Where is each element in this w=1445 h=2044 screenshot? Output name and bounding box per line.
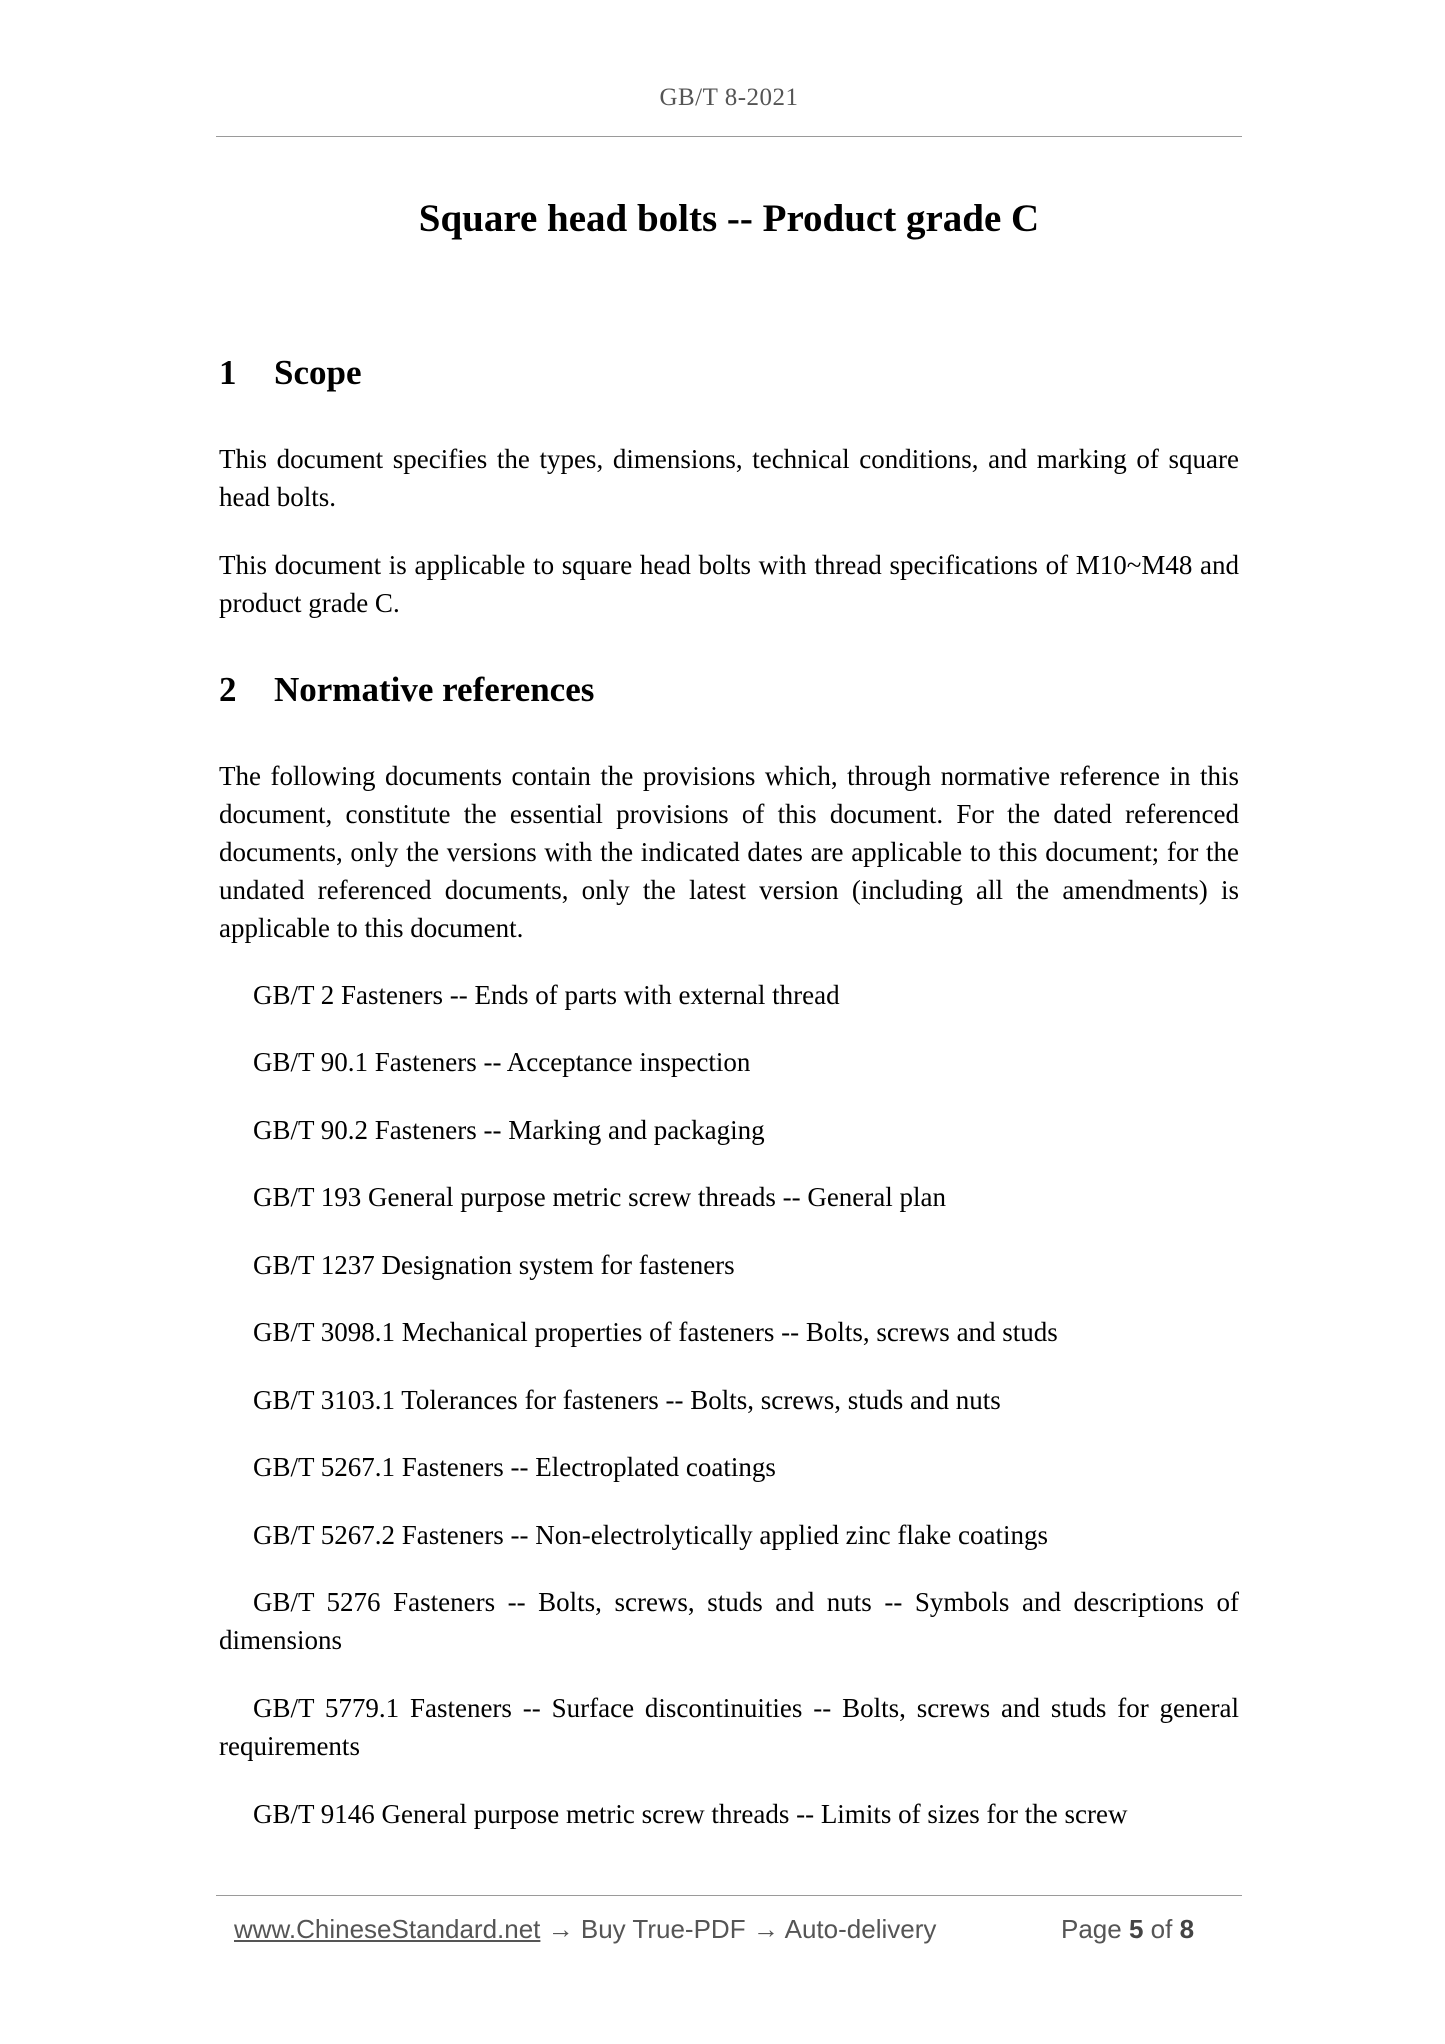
buy-pdf-text: Buy True-PDF [580,1914,746,1944]
reference-item: GB/T 5779.1 Fasteners -- Surface discontinuities -- Bolts, screws and studs for general requirements [219,1693,1239,1761]
section-heading-scope [219,353,362,393]
normative-references-paragraph: The following documents contain the provisions which, through normative reference in this document, constitute the essential provisions of this document. For the dated referenced documents, only the versions with the indicated dates are applicable to this document; for the undated referenced documents, only the latest version (including all the amendments) is applicable to this document. [219,761,1239,943]
section-heading-normative-references [219,670,594,710]
arrow-right-icon: → [547,1914,574,1944]
section-number: 1 [219,353,237,392]
auto-delivery-text: Auto-delivery [784,1914,937,1944]
reference-item: GB/T 193 General purpose metric screw threads -- General plan [253,1182,946,1212]
section-title: Normative references [274,670,595,709]
section-number: 2 [219,670,237,709]
reference-item: GB/T 5267.2 Fasteners -- Non-electrolytically applied zinc flake coatings [253,1520,1049,1550]
page-label: Page [1061,1914,1122,1944]
reference-item: GB/T 2 Fasteners -- Ends of parts with external thread [253,980,840,1010]
reference-item: GB/T 3103.1 Tolerances for fasteners -- Bolts, screws, studs and nuts [253,1385,1001,1415]
reference-item: GB/T 90.1 Fasteners -- Acceptance inspection [253,1047,751,1077]
reference-item: GB/T 5276 Fasteners -- Bolts, screws, studs and nuts -- Symbols and descriptions of dimensions [219,1587,1239,1655]
current-page: 5 [1128,1914,1144,1944]
footer-divider [216,1895,1242,1896]
reference-item: GB/T 5267.1 Fasteners -- Electroplated coatings [253,1452,776,1482]
header-divider [216,136,1242,137]
reference-item: GB/T 9146 General purpose metric screw threads -- Limits of sizes for the screw [253,1799,1128,1829]
page-number [1061,1914,1194,1945]
reference-item: GB/T 90.2 Fasteners -- Marking and packaging [253,1115,765,1145]
scope-paragraph: This document specifies the types, dimensions, technical conditions, and marking of square head bolts. [219,444,1239,512]
website-link[interactable]: www.ChineseStandard.net [234,1914,541,1944]
reference-item: GB/T 3098.1 Mechanical properties of fasteners -- Bolts, screws and studs [253,1317,1058,1347]
document-title: Square head bolts -- Product grade C [418,197,1040,240]
section-title: Scope [274,353,362,392]
arrow-right-icon: → [752,1914,779,1944]
scope-paragraph: This document is applicable to square head bolts with thread specifications of M10~M48 and product grade C. [219,550,1239,618]
page-header: GB/T 8-2021 [659,84,799,111]
reference-item: GB/T 1237 Designation system for fasteners [253,1250,735,1280]
of-label: of [1150,1914,1173,1944]
total-pages: 8 [1179,1914,1195,1944]
footer-promo [234,1914,936,1945]
